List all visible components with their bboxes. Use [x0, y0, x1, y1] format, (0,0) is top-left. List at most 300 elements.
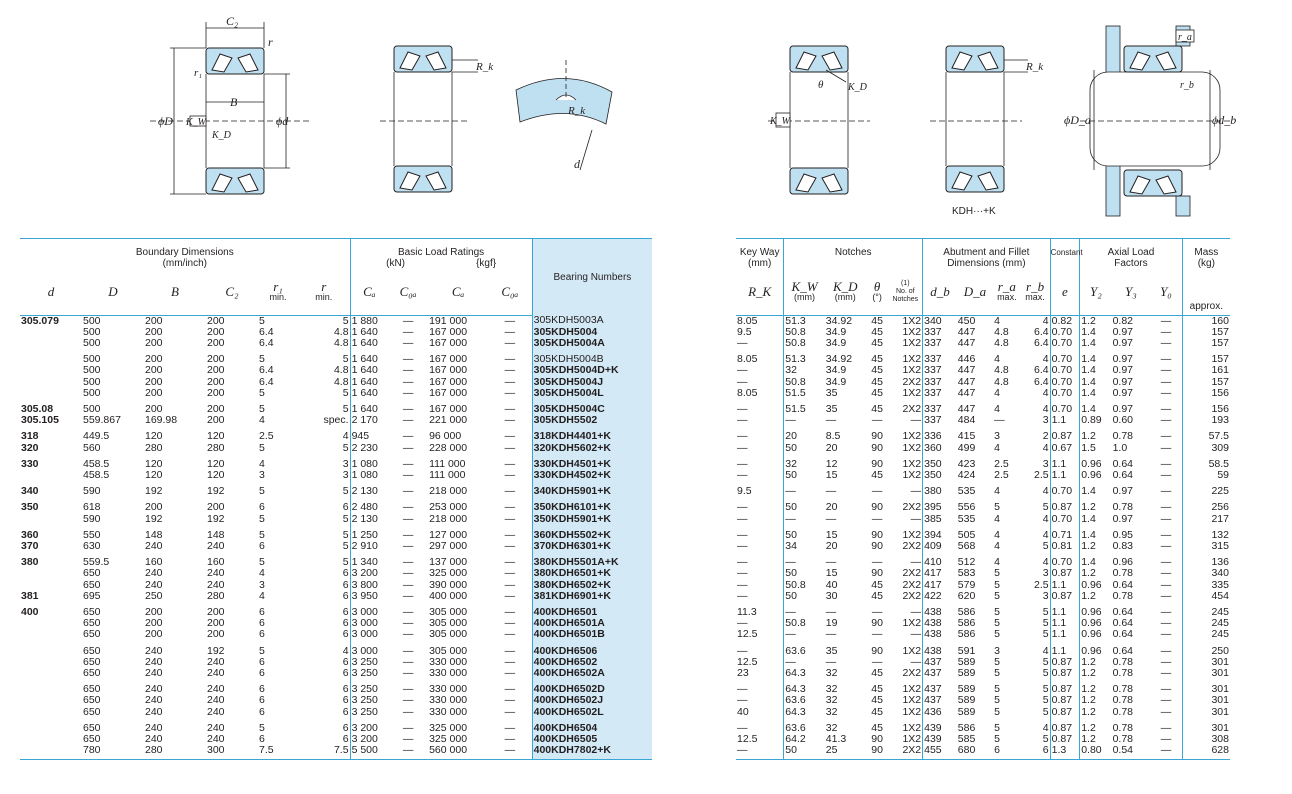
row-y2: 1.4: [1081, 485, 1096, 498]
table-row: [20, 415, 652, 426]
row-theta: —: [871, 556, 883, 569]
row-kw: 51.5: [785, 402, 806, 415]
row-no-notches: 2X2: [888, 580, 922, 591]
row-no-notches: —: [888, 552, 922, 568]
row-C2: 200: [207, 337, 225, 349]
label-ra-fig6: r_a: [1178, 32, 1192, 43]
row-B: 280: [145, 442, 163, 454]
row-rb: 5: [1020, 679, 1050, 695]
row-e: 1.1: [1050, 415, 1080, 426]
row-db: 340: [924, 315, 942, 327]
row-ra: 3: [994, 430, 1001, 443]
row-r1: 7.5: [258, 745, 298, 760]
load-title: Basic Load Ratings: [398, 247, 485, 258]
row-no-notches: 1X2: [888, 454, 922, 470]
row-D: 590: [83, 485, 101, 498]
row-d: [20, 695, 82, 706]
label-kd: K_D: [212, 130, 231, 141]
row-y2: 1.4: [1081, 326, 1096, 338]
row-kd: 30: [825, 590, 838, 602]
row-rk: —: [736, 514, 784, 525]
row-y0: —: [1150, 718, 1182, 734]
row-theta: 45: [871, 337, 883, 349]
row-e: 0.87: [1050, 657, 1080, 668]
row-y2: 1.2: [1081, 683, 1096, 696]
row-c0a-kgf: —: [488, 734, 532, 745]
row-rk: —: [736, 568, 784, 579]
row-D: 650: [83, 734, 101, 745]
row-theta: 45: [871, 402, 883, 415]
row-mass: 157: [1211, 326, 1229, 338]
row-kd: 34.92: [825, 353, 853, 366]
row-e: 0.87: [1050, 426, 1080, 442]
row-r1: 5: [259, 442, 265, 454]
row-db: 380: [924, 485, 942, 498]
row-ra: 4.8: [994, 337, 1009, 349]
row-kd: 32: [825, 721, 838, 734]
table-row: [20, 591, 652, 602]
row-d: 330: [21, 457, 39, 470]
row-e: 0.87: [1050, 718, 1080, 734]
col-r1-min: min.: [269, 291, 287, 302]
row-ca-kn: 2 230: [351, 442, 378, 454]
row-rb: 5: [1020, 734, 1050, 745]
row-da: 585: [957, 734, 976, 745]
table-row: [736, 525, 1230, 541]
row-C2: 200: [207, 326, 225, 338]
row-y2: 0.96: [1081, 457, 1102, 470]
row-bearing-number: 330KDH4501+K: [532, 454, 652, 470]
table-row: [20, 470, 652, 481]
row-r: 5: [298, 514, 350, 525]
table-row: [736, 552, 1230, 568]
row-no-notches: 1X2: [888, 618, 922, 629]
row-C2: 200: [207, 501, 225, 514]
row-rk: —: [736, 497, 784, 513]
row-c0a-kn: —: [402, 579, 414, 591]
row-db: 438: [924, 605, 942, 618]
figure-kdh-k-section: [930, 46, 1028, 192]
row-c0a-kgf: —: [488, 591, 532, 602]
keyway-unit: (mm): [747, 258, 772, 269]
row-bearing-number: 400KDH6501A: [532, 618, 652, 629]
row-kd: 32: [825, 695, 838, 707]
axial-header: [1080, 239, 1182, 270]
row-r: 4.8: [298, 327, 350, 338]
row-ra: 4: [994, 513, 1001, 525]
row-B: 200: [145, 326, 163, 338]
row-no-notches: 1X2: [888, 349, 922, 365]
col-r1-symbol: r₁: [273, 278, 283, 294]
row-ca-kgf: 330 000: [429, 656, 468, 668]
table-row: [20, 497, 652, 513]
row-c0a-kgf: —: [488, 481, 532, 497]
row-D: 500: [83, 402, 101, 415]
row-d: [20, 668, 82, 679]
row-e: 0.87: [1050, 679, 1080, 695]
row-ra: 5: [994, 734, 1001, 745]
row-y0: —: [1150, 365, 1182, 376]
row-c0a-kn: —: [402, 734, 414, 745]
row-c0a-kgf: —: [488, 641, 532, 657]
row-y3: 0.78: [1112, 667, 1133, 679]
col-r1: [258, 269, 298, 315]
col-kw-symbol: K_W: [791, 278, 818, 294]
row-C2: 240: [207, 568, 225, 580]
label-rb-fig6: r_b: [1180, 80, 1194, 91]
row-db: 422: [924, 590, 942, 602]
row-c0a-kgf: —: [488, 415, 532, 426]
row-db: 337: [924, 365, 942, 377]
row-y3: 0.54: [1112, 745, 1151, 760]
row-c0a-kn: —: [402, 706, 414, 718]
row-r: 5: [298, 443, 350, 454]
row-db: 337: [924, 353, 942, 366]
row-kw: 51.5: [785, 387, 806, 399]
row-bearing-number: 305KDH5004: [532, 327, 652, 338]
row-ra: 5: [994, 501, 1001, 514]
row-ra: 4: [994, 540, 1001, 552]
row-y3: 0.78: [1112, 734, 1133, 745]
row-C2: 240: [207, 579, 225, 591]
row-ca-kn: 1 250: [351, 528, 378, 541]
col-kw-unit: (mm): [794, 291, 816, 302]
row-e: 0.70: [1050, 481, 1080, 497]
row-rb: 4: [1020, 718, 1050, 734]
row-rb: 5: [1020, 497, 1050, 513]
row-C2: 200: [207, 629, 225, 641]
row-d: [20, 718, 82, 734]
label-kw: K_W: [186, 117, 206, 128]
row-y0: —: [1150, 641, 1182, 657]
row-bearing-number: 305KDH5003A: [532, 315, 652, 327]
table-row: [20, 618, 652, 629]
row-B: 240: [145, 706, 163, 718]
row-kd: 20: [825, 501, 838, 514]
col-kd-unit: (mm): [834, 291, 856, 302]
row-theta: 90: [871, 501, 883, 514]
row-ra: 5: [994, 629, 1001, 641]
row-c0a-kgf: —: [488, 315, 532, 327]
row-B: 240: [145, 540, 163, 552]
row-mass: 245: [1211, 629, 1229, 641]
row-e: 0.67: [1050, 443, 1080, 454]
row-y3: 0.64: [1112, 618, 1133, 630]
row-ca-kgf: 167 000: [429, 337, 468, 349]
table-row: [736, 629, 1230, 640]
row-e: 1.1: [1050, 618, 1080, 629]
row-r1: 4: [259, 457, 265, 470]
row-y0: —: [1150, 388, 1182, 399]
row-no-notches: —: [888, 602, 922, 618]
table-row: [736, 541, 1230, 552]
col-no-of: No. of: [895, 287, 915, 295]
row-r1: 6.4: [259, 326, 274, 338]
row-C2: 148: [207, 528, 225, 541]
row-d: 360: [21, 528, 39, 541]
col-r: [298, 269, 350, 315]
row-db: 337: [924, 326, 942, 338]
row-no-notches: 2X2: [888, 568, 922, 579]
row-kd: 20: [825, 540, 838, 552]
row-d: [20, 327, 82, 338]
row-kd: 35: [825, 402, 838, 415]
left-table-body: [20, 315, 652, 760]
row-bearing-number: 350KDH6101+K: [532, 497, 652, 513]
row-kw: —: [785, 485, 796, 498]
row-theta: 90: [871, 457, 883, 470]
col-ra-symbol: r_a: [997, 278, 1016, 294]
label-c2: C₂: [226, 14, 239, 28]
row-theta: 45: [871, 721, 883, 734]
row-ca-kn: 3 250: [351, 706, 378, 718]
table-row: [20, 707, 652, 718]
row-mass: 245: [1211, 605, 1229, 618]
kn-unit: (kN): [386, 258, 405, 269]
row-mass: 225: [1211, 485, 1229, 498]
row-y3: 1.0: [1112, 442, 1128, 454]
row-db: 437: [924, 695, 942, 707]
row-C2: 240: [207, 540, 225, 552]
row-ca-kgf: 325 000: [429, 568, 468, 580]
row-C2: 200: [207, 387, 225, 399]
table-row: [20, 695, 652, 706]
row-r1: 6: [259, 683, 265, 696]
row-ra: 5: [994, 695, 1001, 707]
row-r: 4.8: [298, 365, 350, 376]
row-r: 6: [298, 679, 350, 695]
row-kd: 15: [825, 568, 838, 580]
row-bearing-number: 330KDH4502+K: [532, 470, 652, 481]
row-ca-kgf: 228 000: [429, 442, 468, 454]
table-row: [736, 365, 1230, 376]
row-kw: —: [785, 513, 796, 525]
row-bearing-number: 400KDH7802+K: [532, 745, 652, 760]
row-kd: —: [825, 485, 837, 498]
table-row: [20, 745, 652, 760]
row-ca-kn: 1 640: [351, 337, 378, 349]
row-db: 394: [924, 528, 942, 541]
table-row: [20, 641, 652, 657]
row-y2: 1.2: [1081, 501, 1096, 514]
row-ra: 5: [994, 706, 1001, 718]
row-rk: 12.5: [736, 629, 784, 640]
row-da: 447: [957, 376, 976, 388]
row-c0a-kn: —: [402, 415, 414, 427]
row-c0a-kn: —: [402, 568, 414, 580]
row-rb: 4: [1020, 514, 1050, 525]
row-y3: 0.97: [1112, 353, 1133, 366]
row-B: 148: [145, 528, 163, 541]
col-kd: [825, 269, 866, 315]
row-rk: 11.3: [736, 602, 784, 618]
bearing-numbers-header: Bearing Numbers: [532, 239, 652, 316]
table-row: [736, 679, 1230, 695]
label-phi-d: ϕd: [276, 114, 289, 128]
row-C2: 240: [207, 667, 225, 679]
row-y0: —: [1150, 618, 1182, 629]
label-theta: θ: [818, 79, 824, 91]
row-r1: 5: [259, 387, 265, 399]
row-da: 579: [957, 579, 976, 591]
row-y2: 0.96: [1081, 644, 1102, 657]
row-ca-kn: 3 800: [351, 579, 378, 591]
row-y3: 0.82: [1112, 315, 1133, 327]
row-r: 6: [298, 657, 350, 668]
row-y3: 0.78: [1112, 683, 1133, 696]
row-d: [20, 641, 82, 657]
table-row: [20, 443, 652, 454]
row-d: [20, 365, 82, 376]
row-rk: 23: [736, 668, 784, 679]
row-c0a-kn: —: [402, 721, 414, 734]
row-kw: 50: [785, 442, 797, 454]
row-ra: 5: [994, 656, 1001, 668]
table-row: [736, 734, 1230, 745]
row-C2: 120: [207, 457, 225, 470]
row-rk: —: [736, 454, 784, 470]
row-y3: 0.78: [1112, 695, 1133, 707]
row-c0a-kn: —: [402, 457, 414, 470]
row-d: [20, 679, 82, 695]
row-kd: —: [825, 556, 837, 569]
row-d: [20, 707, 82, 718]
row-r: 4.8: [298, 338, 350, 349]
row-B: 200: [145, 387, 163, 399]
row-ra: 4: [994, 315, 1001, 327]
table-row: [736, 315, 1230, 327]
col-kw: [784, 269, 825, 315]
row-r1: 6.4: [259, 337, 274, 349]
row-y0: —: [1150, 668, 1182, 679]
row-kw: 50: [784, 745, 825, 760]
notch-abutment-table: [736, 238, 1230, 760]
row-r: 4: [298, 426, 350, 442]
row-ra: 4.8: [994, 326, 1009, 338]
row-bearing-number: 380KDH6502+K: [532, 580, 652, 591]
row-da: 589: [957, 656, 976, 668]
row-ca-kgf: 167 000: [429, 365, 468, 377]
row-d: 305.079: [21, 315, 59, 327]
col-d: d: [20, 269, 82, 315]
table-row: [20, 377, 652, 388]
row-da: 447: [957, 365, 976, 377]
row-kw: 34: [785, 540, 797, 552]
row-ca-kgf: 330 000: [429, 667, 468, 679]
row-mass: 301: [1211, 706, 1229, 718]
row-mass: 245: [1211, 618, 1229, 630]
row-mass: 301: [1211, 667, 1229, 679]
row-kd: 41.3: [825, 734, 847, 745]
row-c0a-kn: —: [402, 469, 414, 481]
col-ra: [993, 269, 1020, 315]
row-r: 6: [298, 618, 350, 629]
row-rb: 5: [1020, 695, 1050, 706]
row-mass: 160: [1211, 315, 1229, 327]
row-kd: 8.5: [825, 430, 841, 443]
row-y0: —: [1150, 629, 1182, 640]
row-y3: 0.97: [1112, 513, 1133, 525]
row-e: 0.70: [1050, 377, 1080, 388]
col-rb-max: max.: [1025, 291, 1045, 302]
row-no-notches: 2X2: [888, 591, 922, 602]
row-da: 568: [957, 540, 976, 552]
row-bearing-number: 381KDH6901+K: [532, 591, 652, 602]
row-y2: 1.2: [1081, 540, 1096, 552]
row-bearing-number: 380KDH5501A+K: [532, 552, 652, 568]
row-c0a-kn: —: [402, 387, 414, 399]
row-D: 500: [83, 337, 101, 349]
row-e: 0.81: [1050, 541, 1080, 552]
row-r1: 6: [259, 656, 265, 668]
row-d: [20, 580, 82, 591]
row-kw: 50: [785, 528, 797, 541]
row-bearing-number: 400KDH6502: [532, 657, 652, 668]
row-kw: 64.2: [785, 734, 806, 745]
row-y0: —: [1150, 568, 1182, 579]
row-ca-kgf: 560 000: [428, 745, 488, 760]
row-B: 240: [145, 683, 163, 696]
row-D: 695: [83, 590, 101, 602]
row-rk: —: [736, 718, 784, 734]
row-D: 650: [83, 721, 101, 734]
row-c0a-kgf: —: [488, 365, 532, 376]
row-y2: 0.89: [1081, 415, 1102, 427]
row-y0: —: [1150, 377, 1182, 388]
row-c0a-kgf: —: [488, 338, 532, 349]
row-mass: 301: [1211, 683, 1229, 696]
col-mass-approx: approx.: [1182, 269, 1230, 315]
row-db: 439: [924, 721, 942, 734]
row-rk: 9.5: [736, 327, 784, 338]
row-mass: 157: [1211, 337, 1229, 349]
row-no-notches: 1X2: [888, 338, 922, 349]
row-y0: —: [1150, 514, 1182, 525]
row-da: 423: [957, 457, 976, 470]
row-d: [20, 388, 82, 399]
row-r: 6: [298, 602, 350, 618]
col-theta-symbol: θ: [873, 278, 881, 294]
row-ra: 5: [994, 721, 1001, 734]
row-r: 6: [298, 591, 350, 602]
row-theta: —: [871, 605, 883, 618]
row-mass: 301: [1211, 695, 1229, 707]
row-rb: 4: [1020, 399, 1050, 415]
row-r: 6: [298, 734, 350, 745]
row-y0: —: [1150, 591, 1182, 602]
row-ca-kgf: 253 000: [429, 501, 468, 514]
row-C2: 192: [207, 513, 225, 525]
row-e: 0.87: [1050, 668, 1080, 679]
row-no-notches: 2X2: [888, 668, 922, 679]
row-B: 250: [145, 590, 163, 602]
row-kd: —: [825, 656, 837, 668]
row-C2: 192: [207, 485, 225, 498]
row-B: 200: [145, 402, 163, 415]
row-bearing-number: 400KDH6502J: [532, 695, 652, 706]
row-c0a-kn: —: [402, 485, 414, 498]
row-y0: —: [1150, 525, 1182, 541]
row-e: 1.1: [1050, 580, 1080, 591]
row-kw: —: [785, 556, 796, 569]
row-c0a-kgf: —: [488, 602, 532, 618]
row-y3: 0.97: [1112, 485, 1133, 498]
row-D: 560: [83, 442, 101, 454]
col-r-symbol: r: [321, 278, 327, 294]
row-d: [20, 568, 82, 579]
row-y3: 0.97: [1112, 402, 1133, 415]
row-r: 4: [298, 641, 350, 657]
